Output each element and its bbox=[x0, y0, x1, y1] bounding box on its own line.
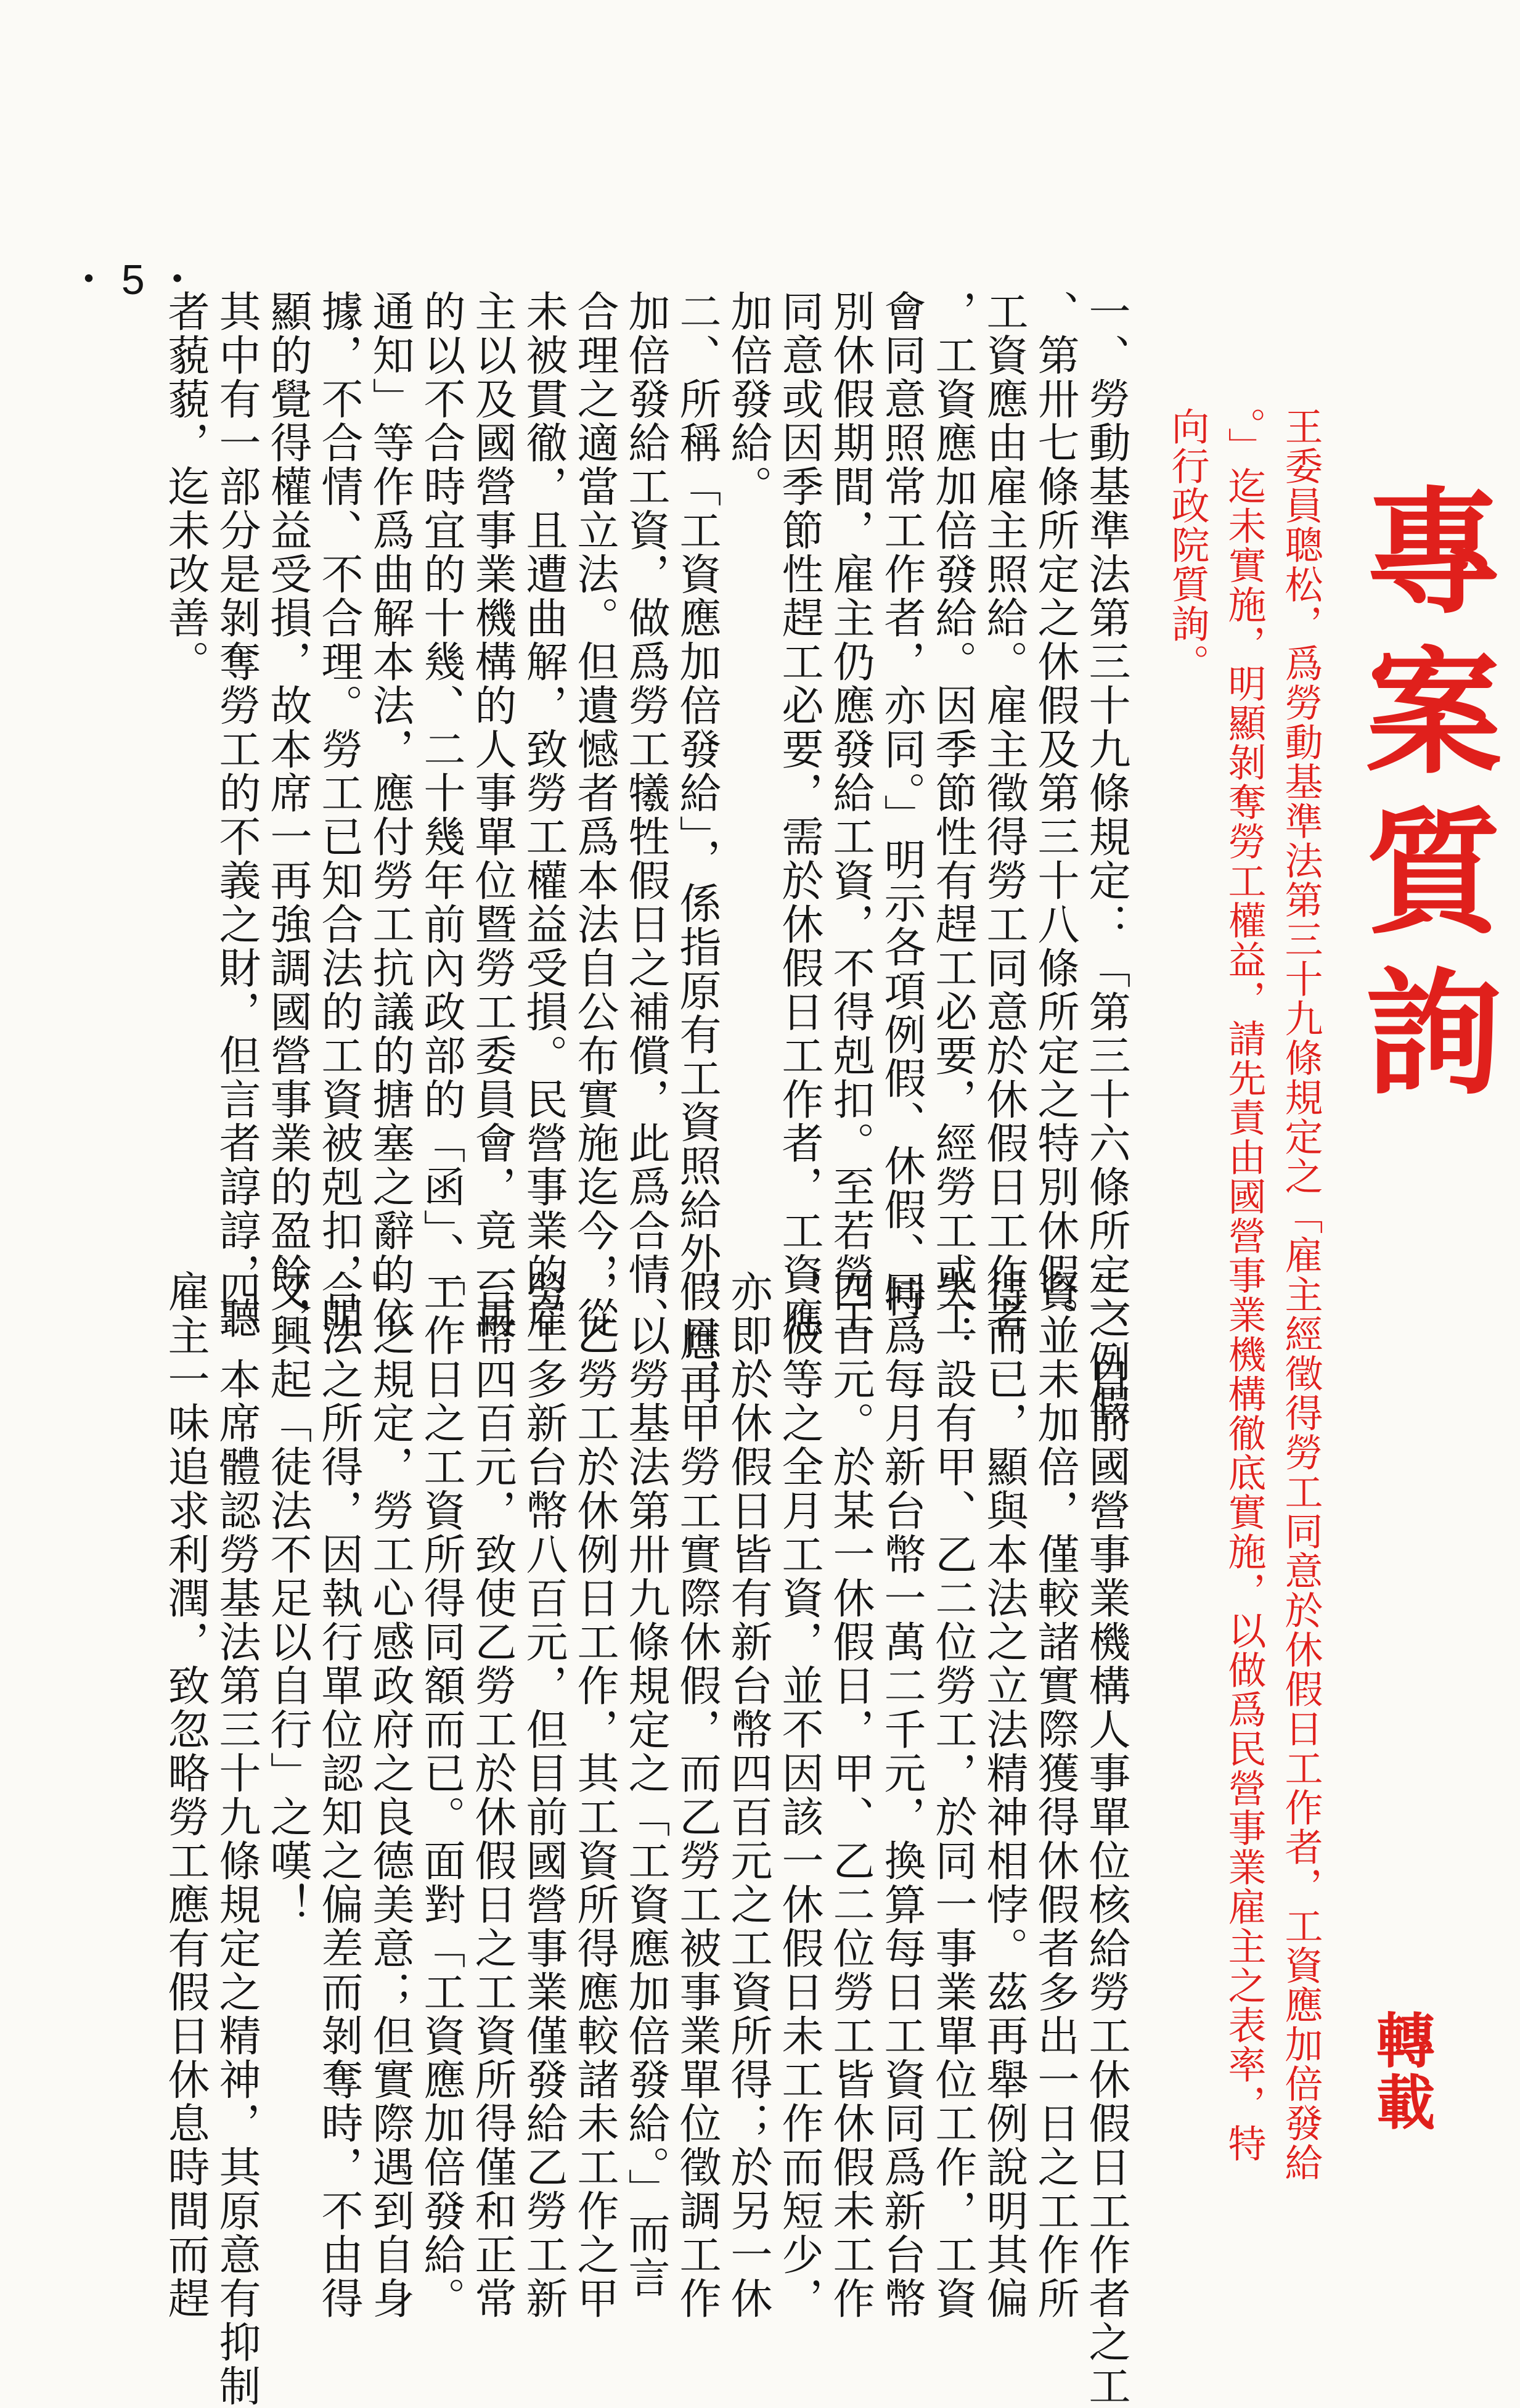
text-column: 雇主一味追求利潤，致忽略勞工應有假日休息時間而趕 bbox=[161, 1270, 210, 2320]
text-column: 得而已，顯與本法之立法精神相悖。茲再舉例說明其偏 bbox=[979, 1270, 1028, 2320]
text-column: 加倍發給工資，做爲勞工犧牲假日之補償，此爲合情、 bbox=[621, 290, 670, 1340]
text-column: 假日，甲勞工實際休假，而乙勞工被事業單位徵調工作 bbox=[672, 1270, 721, 2320]
text-column: 通知」等作爲曲解本法，應付勞工抗議的搪塞之辭的依 bbox=[366, 290, 414, 1340]
intro-line: 向行政院質詢。 bbox=[1165, 407, 1210, 683]
text-column: 」之規定，勞工心感政府之良德美意；但實際遇到自身 bbox=[366, 1270, 414, 2320]
page-title: 專案質詢 bbox=[1343, 481, 1503, 1122]
text-column: 合法之所得，因執行單位認知之偏差而剝奪時，不由得 bbox=[314, 1270, 363, 2320]
text-column: 加倍發給。 bbox=[724, 290, 772, 509]
text-column: 二、所稱「工資應加倍發給」，係指原有工資照給外，應再 bbox=[672, 290, 721, 1407]
text-column: ，工資應加倍發給。因季節性有趕工必要，經勞工或工 bbox=[928, 290, 977, 1340]
text-column: 合理之適當立法。但遺憾者爲本法自公布實施迄今，從 bbox=[570, 290, 619, 1340]
page-number: ・ 5 ・ bbox=[68, 256, 198, 303]
text-column: 四、本席體認勞基法第三十九條規定之精神，其原意有抑制 bbox=[212, 1270, 261, 2408]
text-column: 一、勞動基準法第三十九條規定：「第三十六條所定之例假 bbox=[1082, 290, 1130, 1428]
text-column: 、第卅七條所定之休假及第三十八條所定之特別休假。 bbox=[1031, 290, 1079, 1340]
text-column: 亦即於休假日皆有新台幣四百元之工資所得；於另一休 bbox=[724, 1270, 772, 2320]
text-column: 三、目前國營事業機構人事單位核給勞工休假日工作者之工 bbox=[1082, 1270, 1130, 2408]
text-column: 台幣四百元，致使乙勞工於休假日之工資所得僅和正常 bbox=[468, 1270, 517, 2320]
text-column: 未被貫徹，且遭曲解，致勞工權益受損。民營事業的雇 bbox=[519, 290, 568, 1340]
text-column: 又興起「徒法不足以自行」之嘆！ bbox=[263, 1270, 312, 1927]
text-column: 的以不合時宜的十幾、二十幾年前內政部的「函」、「 bbox=[417, 290, 465, 1298]
text-column: 四百元。於某一休假日，甲、乙二位勞工皆休假未工作 bbox=[826, 1270, 875, 2320]
text-column: 會同意照常工作者，亦同。」明示各項例假、休假、特 bbox=[877, 290, 926, 1319]
text-column: 別休假期間，雇主仍應發給工資，不得剋扣。至若勞工 bbox=[826, 290, 875, 1340]
text-column: 資並未加倍，僅較諸實際獲得休假者多出一日之工作所 bbox=[1031, 1270, 1079, 2320]
text-column: 勞工多新台幣八百元，但目前國營事業僅發給乙勞工新 bbox=[519, 1270, 568, 2320]
text-column: 其中有一部分是剝奪勞工的不義之財，但言者諄諄，聽 bbox=[212, 290, 261, 1340]
text-column: ，彼等之全月工資，並不因該一休假日未工作而短少， bbox=[775, 1270, 823, 2320]
text-column: 失：設有甲、乙二位勞工，於同一事業單位工作，工資 bbox=[928, 1270, 977, 2320]
text-column: 同意或因季節性趕工必要，需於休假日工作者，工資應 bbox=[775, 290, 823, 1340]
reprint-label: 轉載 bbox=[1367, 2010, 1436, 2133]
text-column: ，乙勞工於休例日工作，其工資所得應較諸未工作之甲 bbox=[570, 1270, 619, 2320]
text-column: 顯的覺得權益受損，故本席一再強調國營事業的盈餘， bbox=[263, 290, 312, 1340]
intro-line: 。」迄未實施，明顯剝奪勞工權益，請先責由國營事業機構徹底實施，以做爲民營事業雇主之表率，特 bbox=[1222, 407, 1267, 2163]
text-column: 者藐藐，迄未改善。 bbox=[161, 290, 210, 684]
text-column: 工資應由雇主照給。雇主徵得勞工同意於休假日工作者 bbox=[979, 290, 1028, 1340]
text-column: 主以及國營事業機構的人事單位暨勞工委員會，竟一再 bbox=[468, 290, 517, 1340]
text-column: ，以勞基法第卅九條規定之「工資應加倍發給。」而言 bbox=[621, 1270, 670, 2299]
intro-line: 王委員聰松，爲勞動基準法第三十九條規定之「雇主經徵得勞工同意於休假日工作者，工資應加倍發給 bbox=[1278, 407, 1323, 2182]
text-column: 據，不合情、不合理。勞工已知合法的工資被剋扣，明 bbox=[314, 290, 363, 1340]
text-column: 工作日之工資所得同額而已。面對「工資應加倍發給。 bbox=[417, 1270, 465, 2320]
text-column: 同爲每月新台幣一萬二千元，換算每日工資同爲新台幣 bbox=[877, 1270, 926, 2320]
